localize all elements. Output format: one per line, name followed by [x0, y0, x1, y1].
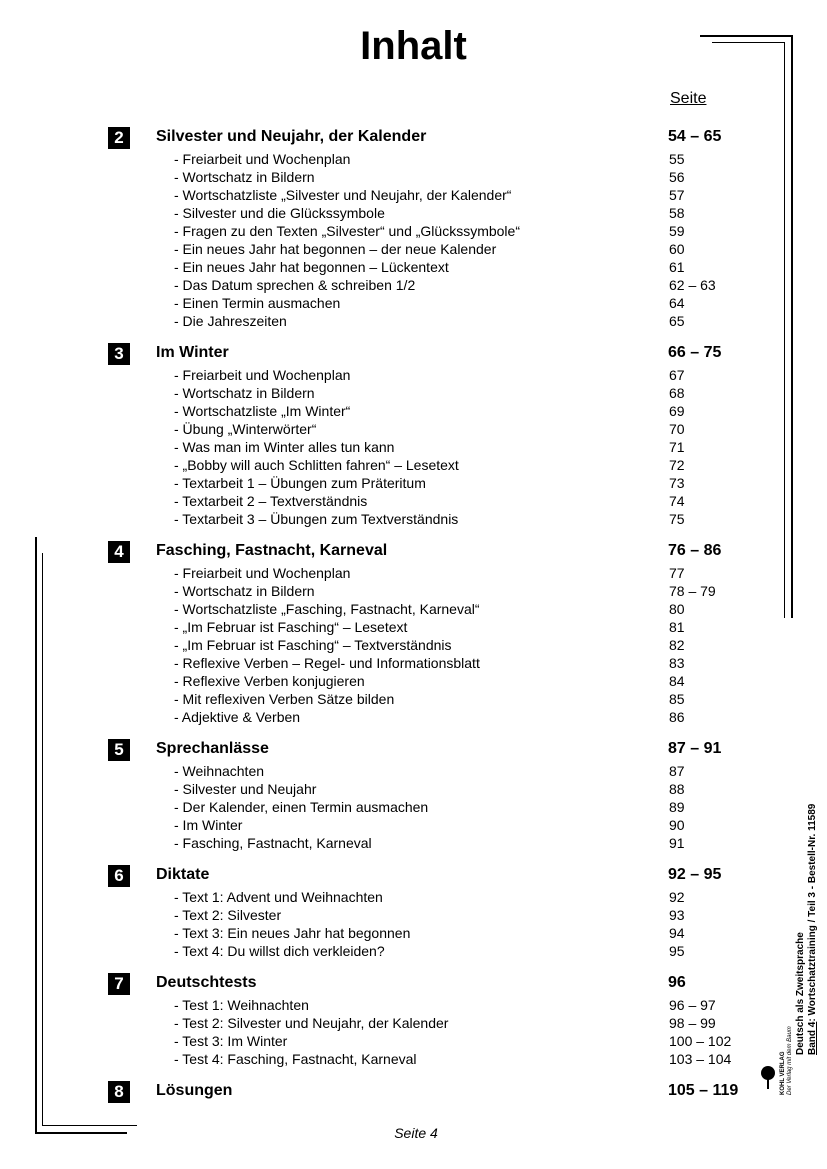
toc-entry-title: - Übung „Winterwörter“: [174, 421, 317, 437]
section-heading: [108, 1079, 748, 1105]
toc-entry: [108, 1015, 748, 1033]
section-page-range: 76 – 86: [668, 542, 722, 559]
toc-entry-title: - Wortschatzliste „Silvester und Neujahr, der Kalender“: [174, 187, 512, 203]
toc-entry-title: - Wortschatz in Bildern: [174, 385, 315, 401]
toc-entry-page: 92: [669, 889, 685, 905]
toc-entry: [108, 583, 748, 601]
section-title: Im Winter: [156, 344, 229, 361]
spine-title: : Wortschatztraining / Teil 3 - Bestell-Nr. 11589: [807, 803, 818, 1022]
toc-section: [108, 1079, 748, 1105]
spine-series: Deutsch als Zweitsprache: [795, 932, 806, 1055]
toc-entry: [108, 763, 748, 781]
toc-entry-page: 65: [669, 313, 685, 329]
section-heading: [108, 863, 748, 889]
toc-entry-title: - Weihnachten: [174, 763, 265, 779]
section-title: Sprechanlässe: [156, 740, 269, 757]
toc-entry-page: 86: [669, 709, 685, 725]
toc-entry: [108, 187, 748, 205]
section-number-badge: 2: [108, 127, 130, 149]
toc-entry: [108, 241, 748, 259]
toc-entry-page: 103 – 104: [669, 1051, 732, 1067]
section-number-badge: 7: [108, 973, 130, 995]
toc-entry: [108, 223, 748, 241]
toc-entry-page: 91: [669, 835, 685, 851]
toc-entry-title: - Test 3: Im Winter: [174, 1033, 288, 1049]
toc-entry-title: - Textarbeit 1 – Übungen zum Präteritum: [174, 475, 426, 491]
toc-entry-page: 64: [669, 295, 685, 311]
toc-entry-page: 98 – 99: [669, 1015, 716, 1031]
toc-entry-title: - Adjektive & Verben: [174, 709, 301, 725]
section-heading: [108, 539, 748, 565]
toc-entry: [108, 889, 748, 907]
toc-section: [108, 737, 748, 853]
toc-entry-title: - Das Datum sprechen & schreiben 1/2: [174, 277, 416, 293]
publisher-name: KOHL VERLAG: [780, 1051, 786, 1095]
section-heading: [108, 737, 748, 763]
toc-entry-page: 75: [669, 511, 685, 527]
toc-entry: [108, 313, 748, 331]
toc-entry: [108, 493, 748, 511]
section-page-range: 87 – 91: [668, 740, 722, 757]
toc-entry-page: 59: [669, 223, 685, 239]
toc-entry-title: - Fragen zu den Texten „Silvester“ und „Glückssymbole“: [174, 223, 520, 239]
toc-entry: [108, 277, 748, 295]
toc-entry-page: 84: [669, 673, 685, 689]
toc-entry-title: - Reflexive Verben – Regel- und Informationsblatt: [174, 655, 480, 671]
toc-entry-page: 60: [669, 241, 685, 257]
toc-entry: [108, 1051, 748, 1069]
toc-entry-page: 55: [669, 151, 685, 167]
section-number-badge: 8: [108, 1081, 130, 1103]
section-number-badge: 5: [108, 739, 130, 761]
toc-entry: [108, 781, 748, 799]
toc-entry: [108, 709, 748, 727]
section-page-range: 66 – 75: [668, 344, 722, 361]
toc-entry-title: - Text 4: Du willst dich verkleiden?: [174, 943, 385, 959]
toc-entry-title: - Freiarbeit und Wochenplan: [174, 367, 351, 383]
toc-entry-title: - Test 4: Fasching, Fastnacht, Karneval: [174, 1051, 417, 1067]
toc-entry-title: - „Bobby will auch Schlitten fahren“ – Lesetext: [174, 457, 459, 473]
toc-entry-page: 80: [669, 601, 685, 617]
toc-entry-title: - Der Kalender, einen Termin ausmachen: [174, 799, 429, 815]
toc-entry-title: - Text 1: Advent und Weihnachten: [174, 889, 383, 905]
toc-entry-page: 62 – 63: [669, 277, 716, 293]
toc-entry: [108, 1033, 748, 1051]
toc-entry: [108, 385, 748, 403]
toc-entry-page: 96 – 97: [669, 997, 716, 1013]
toc-entry: [108, 511, 748, 529]
toc-entry: [108, 925, 748, 943]
section-number-badge: 6: [108, 865, 130, 887]
table-of-contents: [108, 125, 748, 1115]
toc-entry: [108, 997, 748, 1015]
section-number-badge: 4: [108, 541, 130, 563]
toc-entry-page: 71: [669, 439, 685, 455]
toc-entry-page: 93: [669, 907, 685, 923]
toc-entry-title: - Reflexive Verben konjugieren: [174, 673, 365, 689]
toc-entry-title: - Freiarbeit und Wochenplan: [174, 151, 351, 167]
toc-entry: [108, 673, 748, 691]
toc-entry-title: - Ein neues Jahr hat begonnen – Lückentext: [174, 259, 449, 275]
section-title: Silvester und Neujahr, der Kalender: [156, 128, 427, 145]
toc-entry: [108, 655, 748, 673]
toc-entry: [108, 637, 748, 655]
toc-entry-page: 89: [669, 799, 685, 815]
section-title: Lösungen: [156, 1082, 233, 1099]
page-title: Inhalt: [360, 24, 467, 68]
toc-entry-title: - Test 2: Silvester und Neujahr, der Kalender: [174, 1015, 449, 1031]
toc-entry: [108, 475, 748, 493]
toc-section: [108, 125, 748, 331]
section-heading: [108, 971, 748, 997]
toc-entry: [108, 457, 748, 475]
toc-entry-title: - Test 1: Weihnachten: [174, 997, 309, 1013]
toc-entry-title: - Im Winter: [174, 817, 243, 833]
toc-entry-title: - Einen Termin ausmachen: [174, 295, 341, 311]
page-footer: Seite 4: [394, 1125, 438, 1141]
toc-entry-page: 87: [669, 763, 685, 779]
toc-entry-page: 56: [669, 169, 685, 185]
toc-entry: [108, 403, 748, 421]
spine-band: Band 4: [807, 1021, 818, 1055]
section-page-range: 105 – 119: [668, 1082, 739, 1099]
toc-entry-page: 94: [669, 925, 685, 941]
publisher-spine: [795, 803, 818, 1056]
toc-entry-page: 57: [669, 187, 685, 203]
toc-entry-page: 83: [669, 655, 685, 671]
toc-section: [108, 539, 748, 727]
toc-entry-page: 100 – 102: [669, 1033, 732, 1049]
toc-entry-title: - Ein neues Jahr hat begonnen – der neue Kalender: [174, 241, 497, 257]
toc-entry-page: 68: [669, 385, 685, 401]
toc-section: [108, 341, 748, 529]
toc-section: [108, 971, 748, 1069]
toc-entry-page: 58: [669, 205, 685, 221]
toc-entry-title: - Textarbeit 2 – Textverständnis: [174, 493, 368, 509]
toc-entry-title: - „Im Februar ist Fasching“ – Lesetext: [174, 619, 408, 635]
toc-entry-title: - Wortschatzliste „Im Winter“: [174, 403, 351, 419]
toc-entry-page: 74: [669, 493, 685, 509]
toc-entry: [108, 943, 748, 961]
toc-entry: [108, 691, 748, 709]
toc-entry-page: 85: [669, 691, 685, 707]
section-number-badge: 3: [108, 343, 130, 365]
toc-entry-title: - „Im Februar ist Fasching“ – Textverständnis: [174, 637, 452, 653]
toc-entry-page: 90: [669, 817, 685, 833]
toc-entry: [108, 835, 748, 853]
toc-entry-page: 88: [669, 781, 685, 797]
toc-entry-title: - Silvester und Neujahr: [174, 781, 317, 797]
toc-entry: [108, 601, 748, 619]
toc-entry-title: - Fasching, Fastnacht, Karneval: [174, 835, 372, 851]
toc-entry: [108, 439, 748, 457]
toc-entry: [108, 817, 748, 835]
toc-entry-page: 69: [669, 403, 685, 419]
toc-entry-page: 77: [669, 565, 685, 581]
publisher-logo: [758, 1026, 794, 1097]
section-title: Diktate: [156, 866, 210, 883]
publisher-tagline: Der Verlag mit dem Baum: [787, 1026, 793, 1095]
toc-entry-title: - Was man im Winter alles tun kann: [174, 439, 395, 455]
toc-entry: [108, 367, 748, 385]
toc-entry: [108, 205, 748, 223]
toc-entry-page: 95: [669, 943, 685, 959]
toc-entry-title: - Mit reflexiven Verben Sätze bilden: [174, 691, 395, 707]
toc-entry-page: 81: [669, 619, 685, 635]
toc-entry-page: 67: [669, 367, 685, 383]
toc-entry-title: - Freiarbeit und Wochenplan: [174, 565, 351, 581]
toc-section: [108, 863, 748, 961]
toc-entry-page: 78 – 79: [669, 583, 716, 599]
toc-entry-title: - Wortschatz in Bildern: [174, 583, 315, 599]
toc-entry-page: 82: [669, 637, 685, 653]
toc-entry-title: - Wortschatzliste „Fasching, Fastnacht, Karneval“: [174, 601, 480, 617]
toc-entry-title: - Silvester und die Glückssymbole: [174, 205, 385, 221]
toc-entry-title: - Wortschatz in Bildern: [174, 169, 315, 185]
toc-entry: [108, 619, 748, 637]
toc-entry: [108, 907, 748, 925]
section-page-range: 54 – 65: [668, 128, 722, 145]
toc-entry: [108, 799, 748, 817]
toc-entry: [108, 151, 748, 169]
toc-entry: [108, 421, 748, 439]
toc-entry-page: 72: [669, 457, 685, 473]
toc-entry: [108, 295, 748, 313]
toc-entry-title: - Textarbeit 3 – Übungen zum Textverständnis: [174, 511, 459, 527]
section-title: Deutschtests: [156, 974, 257, 991]
toc-entry: [108, 169, 748, 187]
toc-entry-page: 73: [669, 475, 685, 491]
toc-entry: [108, 259, 748, 277]
section-page-range: 92 – 95: [668, 866, 722, 883]
toc-entry-title: - Die Jahreszeiten: [174, 313, 287, 329]
section-title: Fasching, Fastnacht, Karneval: [156, 542, 388, 559]
section-page-range: 96: [668, 974, 686, 991]
toc-entry-title: - Text 2: Silvester: [174, 907, 282, 923]
page-column-header: Seite: [670, 90, 707, 107]
toc-entry-page: 70: [669, 421, 685, 437]
toc-entry-title: - Text 3: Ein neues Jahr hat begonnen: [174, 925, 411, 941]
section-heading: [108, 341, 748, 367]
toc-entry: [108, 565, 748, 583]
section-heading: [108, 125, 748, 151]
toc-entry-page: 61: [669, 259, 685, 275]
